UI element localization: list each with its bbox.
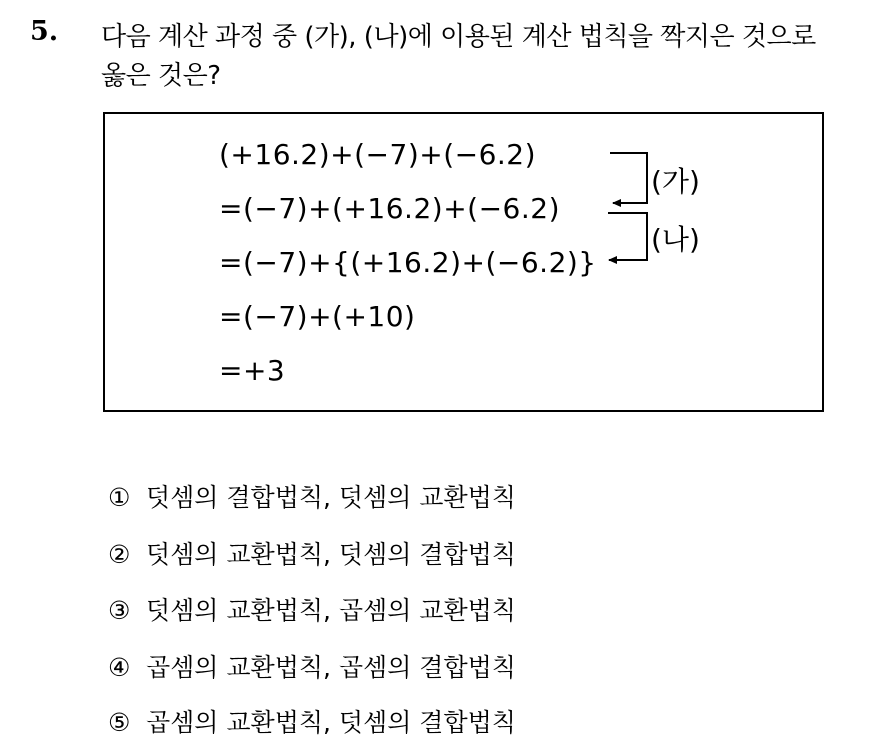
choice-2-number: ② <box>108 540 131 569</box>
choice-2-text: 덧셈의 교환법칙, 덧셈의 결합법칙 <box>146 540 516 569</box>
calculation-step-5: =+3 <box>219 354 286 387</box>
choice-1-text: 덧셈의 결합법칙, 덧셈의 교환법칙 <box>146 483 516 512</box>
calculation-step-3: =(−7)+{(+16.2)+(−6.2)} <box>219 246 597 279</box>
label-na: (나) <box>651 223 700 256</box>
label-ga: (가) <box>651 165 700 198</box>
choice-4[interactable] <box>108 648 516 684</box>
calculation-step-2: =(−7)+(+16.2)+(−6.2) <box>219 192 560 225</box>
choice-2[interactable] <box>108 535 516 571</box>
calculation-box <box>103 112 824 412</box>
calculation-step-1: (+16.2)+(−7)+(−6.2) <box>219 138 537 171</box>
calculation-step-4: =(−7)+(+10) <box>219 300 416 333</box>
choice-3-text: 덧셈의 교환법칙, 곱셈의 교환법칙 <box>146 596 516 625</box>
choice-4-number: ④ <box>108 653 131 682</box>
question-number: 5. <box>30 16 59 47</box>
arrow-na <box>608 213 647 260</box>
question-text-line-1: 다음 계산 과정 중 (가), (나)에 이용된 계산 법칙을 짝지은 것으로 <box>101 22 816 52</box>
choice-4-text: 곱셈의 교환법칙, 곱셈의 결합법칙 <box>146 653 516 682</box>
choice-1-number: ① <box>108 483 131 512</box>
choice-3-number: ③ <box>108 596 131 625</box>
choice-5-text: 곱셈의 교환법칙, 덧셈의 결합법칙 <box>146 708 516 737</box>
choice-5-number: ⑤ <box>108 708 131 737</box>
step-arrows <box>105 114 822 410</box>
choice-3[interactable] <box>108 591 516 627</box>
question-text-line-2: 옳은 것은? <box>101 61 221 91</box>
arrow-ga <box>610 153 647 203</box>
choice-1[interactable] <box>108 478 516 514</box>
